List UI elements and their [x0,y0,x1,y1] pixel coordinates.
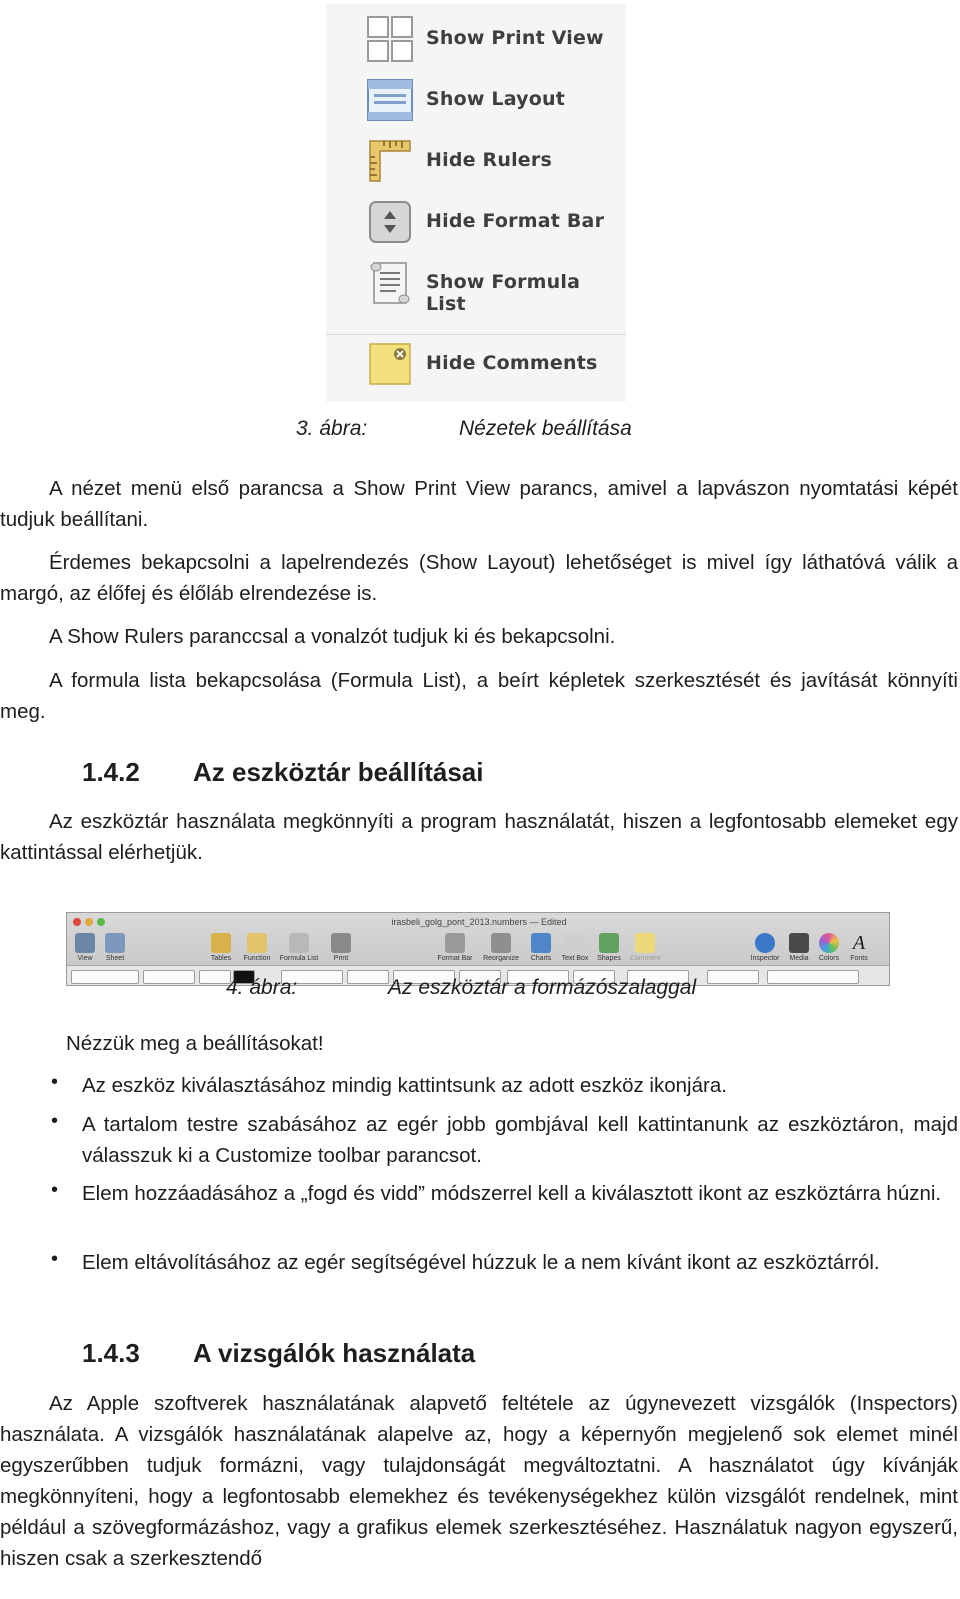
toolbar-comment-button[interactable] [629,933,661,965]
toolbar-button-label: Sheet [105,955,125,962]
menu-item-label: Hide Format Bar [426,210,605,232]
toolbar-text-box-button[interactable] [563,933,587,965]
toolbar-button-label: Inspector [750,955,780,962]
section-title-142: Az eszköztár beállításai [193,757,484,787]
paragraph-formula-list: A formula lista bekapcsolása (Formula List), a beírt képletek szerkesztését és javítását könnyíti meg. [0,669,958,723]
menu-item-label: Show Layout [426,88,566,110]
toolbar-button-label: Formula List [279,955,319,962]
bullet-marker: • [51,1248,59,1270]
bullet-item: Az eszköz kiválasztásához mindig kattintsunk az adott eszköz ikonjára. [82,1074,727,1097]
inspector-icon [755,933,775,953]
bullet-marker: • [51,1110,59,1132]
menu-item-show-print-view[interactable] [326,9,626,69]
menu-item-show-formula-list[interactable] [326,253,626,313]
menu-item-label: Hide Rulers [426,149,552,171]
comments-icon [366,340,414,388]
toolbar-print-button[interactable] [329,933,353,965]
toolbar-button-label: Fonts [850,955,868,962]
figure4-title: Az eszköztár a formázószalaggal [388,976,697,999]
media-icon [789,933,809,953]
font-family-select[interactable] [71,970,139,984]
layout-icon [366,76,414,124]
paragraph-toolbar: Az eszköztár használata megkönnyíti a program használatát, hiszen a legfontosabb elemeket egy kattintással elérhetjük. [0,810,958,864]
header-controls[interactable] [707,970,759,984]
format-bar-icon [445,933,465,953]
toolbar-button-label: Text Box [561,955,589,962]
section-title-143: A vizsgálók használata [193,1338,476,1368]
shapes-icon [599,933,619,953]
toolbar-charts-button[interactable] [529,933,553,965]
toolbar-button-label: Format Bar [437,955,473,962]
window-title: irasbeli_golg_pont_2013.numbers — Edited [391,917,567,927]
bullet-item: A tartalom testre szabásához az egér jobb gombjával kell kattintanunk az eszköztáron, majd válasszuk ki a Customize toolbar parancsot. [82,1113,958,1167]
menu-item-label: Hide Comments [426,352,598,374]
toolbar-tables-button[interactable] [209,933,233,965]
view-icon [75,933,95,953]
menu-item-hide-format-bar[interactable] [326,192,626,252]
reorganize-icon [491,933,511,953]
formula-list-icon [366,259,414,307]
toolbar-shapes-button[interactable] [597,933,621,965]
section-number-142: 1.4.2 [82,757,140,787]
function-icon [247,933,267,953]
bullet-item: Elem eltávolításához az egér segítségével húzzuk le a nem kívánt ikont az eszköztárról. [82,1251,880,1274]
toolbar-function-button[interactable] [245,933,269,965]
toolbar-button-label: Colors [818,955,840,962]
sheet-icon [105,933,125,953]
toolbar-button-label: Shapes [597,955,621,962]
toolbar-formula-list-button[interactable] [279,933,319,965]
toolbar-button-label: Print [333,955,349,962]
font-style-select[interactable] [143,970,195,984]
toolbar-fonts-button[interactable] [847,933,871,965]
paragraph-show-layout: Érdemes bekapcsolni a lapelrendezés (Show Layout) lehetőséget is mivel így láthatóvá válik a margó, az élőfej és élőláb elrendezése is. [0,551,958,605]
menu-item-hide-comments[interactable] [326,334,626,394]
fonts-icon: A [852,932,866,954]
bullet-marker: • [51,1179,59,1201]
format-bar-icon [366,198,414,246]
bullet-item: Elem hozzáadásához a „fogd és vidd” módszerrel kell a kiválasztott ikont az eszköztárra húzni. [82,1182,942,1205]
menu-item-show-layout[interactable] [326,70,626,130]
wrap-button[interactable] [347,970,389,984]
toolbar-reorganize-button[interactable] [483,933,519,965]
toolbar-sheet-button[interactable] [103,933,127,965]
toolbar-button-label: Tables [210,955,232,962]
figure3-number: 3. ábra: [296,417,368,440]
toolbar-button-label: Comment [629,955,661,962]
paragraph-print-view: A nézet menü első parancsa a Show Print View parancs, amivel a lapvászon nyomtatási képét tudjuk beállítani. [0,477,958,531]
lead-text: Nézzük meg a beállításokat! [66,1032,324,1055]
menu-item-label: Show Formula List [426,271,581,315]
section-number-143: 1.4.3 [82,1338,140,1368]
toolbar-inspector-button[interactable] [750,933,780,965]
formula-list-icon [289,933,309,953]
toolbar-button-label: Function [243,955,271,962]
toolbar-button-label: View [77,955,93,962]
figure3-title: Nézetek beállítása [459,417,632,440]
rulers-icon [366,137,414,185]
toolbar-figure [66,912,890,986]
paragraph-inspectors: Az Apple szoftverek használatának alapvető feltétele az úgynevezett vizsgálók (Inspectors) használata. A vizsgálók használatának alapelve az, hogy a képernyőn megjelenő sok elemet minél egyszerűbben tudjuk formázni, vagy tulajdonságát megváltoztatni. A használatot úgy kívánják megkönnyíteni, hogy a legfontosabb elemekhez és tevékenységekhez külön vizsgálót rendelnek, mint például a szövegformázáshoz, vagy a grafikus elemek szerkesztéséhez. Használatuk nagyon egyszerű, hiszen csak a szerkesztendő [0,1392,958,1570]
tables-icon [211,933,231,953]
text-box-icon [565,933,585,953]
paragraph-rulers: A Show Rulers paranccsal a vonalzót tudjuk ki és bekapcsolni. [49,625,616,648]
colors-icon [819,933,839,953]
toolbar-format-bar-button[interactable] [437,933,473,965]
view-menu-figure [326,4,626,402]
menu-item-hide-rulers[interactable] [326,131,626,191]
name-checkbox[interactable] [767,970,859,984]
menu-item-label: Show Print View [426,27,604,49]
print-icon [331,933,351,953]
toolbar-button-label: Reorganize [483,955,519,962]
toolbar-button-label: Charts [530,955,552,962]
figure4-number: 4. ábra: [226,976,298,999]
charts-icon [531,933,551,953]
toolbar-button-label: Media [789,955,809,962]
comment-icon [635,933,655,953]
print-view-icon [366,15,414,63]
bullet-marker: • [51,1071,59,1093]
